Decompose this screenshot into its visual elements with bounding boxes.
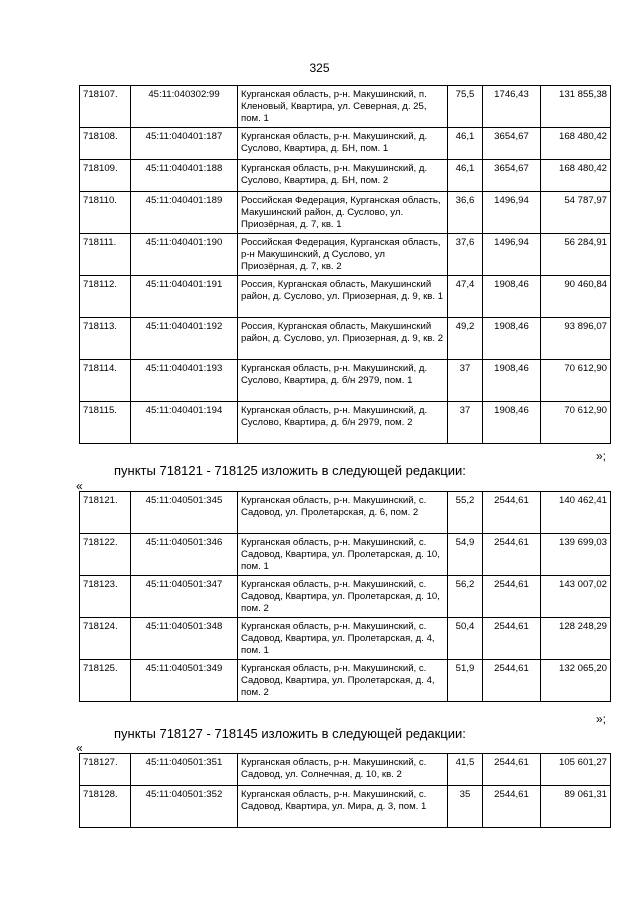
table-row xyxy=(80,160,611,192)
total: 89 061,31 xyxy=(541,786,611,828)
table-row xyxy=(80,660,611,702)
price: 2544,61 xyxy=(483,534,541,576)
row-number: 718123. xyxy=(80,576,131,618)
price: 1496,94 xyxy=(483,234,541,276)
cadastral-number: 45:11:040401:193 xyxy=(131,360,238,402)
total: 70 612,90 xyxy=(541,402,611,444)
table-row xyxy=(80,534,611,576)
area: 41,5 xyxy=(448,754,483,786)
table-row xyxy=(80,754,611,786)
price: 1908,46 xyxy=(483,360,541,402)
row-number: 718122. xyxy=(80,534,131,576)
table-row xyxy=(80,192,611,234)
area: 37 xyxy=(448,402,483,444)
price: 2544,61 xyxy=(483,660,541,702)
cadastral-number: 45:11:040401:192 xyxy=(131,318,238,360)
page-number: 325 xyxy=(309,61,330,75)
price: 2544,61 xyxy=(483,786,541,828)
register-table-2 xyxy=(79,491,611,702)
row-number: 718113. xyxy=(80,318,131,360)
closing-quote-mark: »; xyxy=(595,712,606,726)
table-row xyxy=(80,492,611,534)
area: 46,1 xyxy=(448,128,483,160)
address: Российская Федерация, Курганская область, р-н Макушинский, д Суслово, ул Приозёрная, д. 7, кв. 2 xyxy=(238,234,448,276)
cadastral-number: 45:11:040401:189 xyxy=(131,192,238,234)
cadastral-number: 45:11:040501:349 xyxy=(131,660,238,702)
price: 1746,43 xyxy=(483,86,541,128)
area: 36,6 xyxy=(448,192,483,234)
address: Курганская область, р-н. Макушинский, с. Садовод, Квартира, ул. Пролетарская, д. 4, пом. 1 xyxy=(238,618,448,660)
cadastral-number: 45:11:040401:187 xyxy=(131,128,238,160)
total: 128 248,29 xyxy=(541,618,611,660)
address: Курганская область, р-н. Макушинский, с. Садовод, Квартира, ул. Пролетарская, д. 10, пом. 1 xyxy=(238,534,448,576)
address: Курганская область, р-н. Макушинский, с. Садовод, Квартира, ул. Мира, д. 3, пом. 1 xyxy=(238,786,448,828)
cadastral-number: 45:11:040501:345 xyxy=(131,492,238,534)
total: 105 601,27 xyxy=(541,754,611,786)
cadastral-number: 45:11:040501:351 xyxy=(131,754,238,786)
register-table-1 xyxy=(79,85,611,444)
row-number: 718115. xyxy=(80,402,131,444)
price: 2544,61 xyxy=(483,576,541,618)
area: 47,4 xyxy=(448,276,483,318)
total: 168 480,42 xyxy=(541,128,611,160)
table-row xyxy=(80,128,611,160)
total: 56 284,91 xyxy=(541,234,611,276)
amendment-instruction: пункты 718127 - 718145 изложить в следующей редакции: xyxy=(114,726,466,741)
table-row xyxy=(80,318,611,360)
total: 168 480,42 xyxy=(541,160,611,192)
address: Курганская область, р-н. Макушинский, с. Садовод, Квартира, ул. Пролетарская, д. 10, пом. 2 xyxy=(238,576,448,618)
cadastral-number: 45:11:040302:99 xyxy=(131,86,238,128)
total: 132 065,20 xyxy=(541,660,611,702)
closing-quote-mark: »; xyxy=(595,449,606,463)
row-number: 718114. xyxy=(80,360,131,402)
opening-quote-mark: « xyxy=(76,741,83,755)
price: 2544,61 xyxy=(483,754,541,786)
address: Курганская область, р-н. Макушинский, с. Садовод, ул. Солнечная, д. 10, кв. 2 xyxy=(238,754,448,786)
area: 75,5 xyxy=(448,86,483,128)
area: 37,6 xyxy=(448,234,483,276)
table-row xyxy=(80,786,611,828)
row-number: 718111. xyxy=(80,234,131,276)
table-row xyxy=(80,576,611,618)
area: 56,2 xyxy=(448,576,483,618)
amendment-instruction: пункты 718121 - 718125 изложить в следующей редакции: xyxy=(114,463,466,478)
price: 1908,46 xyxy=(483,276,541,318)
price: 2544,61 xyxy=(483,618,541,660)
price: 2544,61 xyxy=(483,492,541,534)
address: Российская Федерация, Курганская область, Макушинский район, д. Суслово, ул. Приозёрная, д. 7, кв. 1 xyxy=(238,192,448,234)
area: 51,9 xyxy=(448,660,483,702)
area: 54,9 xyxy=(448,534,483,576)
table-row xyxy=(80,360,611,402)
area: 49,2 xyxy=(448,318,483,360)
table-row xyxy=(80,618,611,660)
address: Курганская область, р-н. Макушинский, с. Садовод, Квартира, ул. Пролетарская, д. 4, пом. 2 xyxy=(238,660,448,702)
total: 140 462,41 xyxy=(541,492,611,534)
cadastral-number: 45:11:040501:347 xyxy=(131,576,238,618)
row-number: 718110. xyxy=(80,192,131,234)
table-row xyxy=(80,86,611,128)
price: 1496,94 xyxy=(483,192,541,234)
total: 90 460,84 xyxy=(541,276,611,318)
price: 1908,46 xyxy=(483,318,541,360)
price: 1908,46 xyxy=(483,402,541,444)
row-number: 718127. xyxy=(80,754,131,786)
price: 3654,67 xyxy=(483,160,541,192)
price: 3654,67 xyxy=(483,128,541,160)
area: 55,2 xyxy=(448,492,483,534)
row-number: 718112. xyxy=(80,276,131,318)
cadastral-number: 45:11:040401:191 xyxy=(131,276,238,318)
total: 139 699,03 xyxy=(541,534,611,576)
address: Курганская область, р-н. Макушинский, д. Суслово, Квартира, д. БН, пом. 1 xyxy=(238,128,448,160)
opening-quote-mark: « xyxy=(76,479,83,493)
area: 50,4 xyxy=(448,618,483,660)
total: 143 007,02 xyxy=(541,576,611,618)
table-row xyxy=(80,234,611,276)
area: 37 xyxy=(448,360,483,402)
cadastral-number: 45:11:040501:348 xyxy=(131,618,238,660)
total: 70 612,90 xyxy=(541,360,611,402)
total: 131 855,38 xyxy=(541,86,611,128)
address: Курганская область, р-н. Макушинский, д. Суслово, Квартира, д. б/н 2979, пом. 1 xyxy=(238,360,448,402)
cadastral-number: 45:11:040501:352 xyxy=(131,786,238,828)
row-number: 718109. xyxy=(80,160,131,192)
cadastral-number: 45:11:040501:346 xyxy=(131,534,238,576)
area: 46,1 xyxy=(448,160,483,192)
row-number: 718125. xyxy=(80,660,131,702)
address: Курганская область, р-н. Макушинский, д. Суслово, Квартира, д. БН, пом. 2 xyxy=(238,160,448,192)
total: 54 787,97 xyxy=(541,192,611,234)
address: Россия, Курганская область, Макушинский район, д. Суслово, ул. Приозерная, д. 9, кв. 1 xyxy=(238,276,448,318)
row-number: 718107. xyxy=(80,86,131,128)
address: Россия, Курганская область, Макушинский район, д. Суслово, ул. Приозерная, д. 9, кв. 2 xyxy=(238,318,448,360)
row-number: 718108. xyxy=(80,128,131,160)
table-row xyxy=(80,276,611,318)
address: Курганская область, р-н. Макушинский, д. Суслово, Квартира, д. б/н 2979, пом. 2 xyxy=(238,402,448,444)
cadastral-number: 45:11:040401:194 xyxy=(131,402,238,444)
row-number: 718128. xyxy=(80,786,131,828)
row-number: 718124. xyxy=(80,618,131,660)
address: Курганская область, р-н. Макушинский, с. Садовод, ул. Пролетарская, д. 6, пом. 2 xyxy=(238,492,448,534)
register-table-3 xyxy=(79,753,611,828)
area: 35 xyxy=(448,786,483,828)
cadastral-number: 45:11:040401:188 xyxy=(131,160,238,192)
row-number: 718121. xyxy=(80,492,131,534)
cadastral-number: 45:11:040401:190 xyxy=(131,234,238,276)
address: Курганская область, р-н. Макушинский, п. Кленовый, Квартира, ул. Северная, д. 25, пом. 1 xyxy=(238,86,448,128)
total: 93 896,07 xyxy=(541,318,611,360)
table-row xyxy=(80,402,611,444)
